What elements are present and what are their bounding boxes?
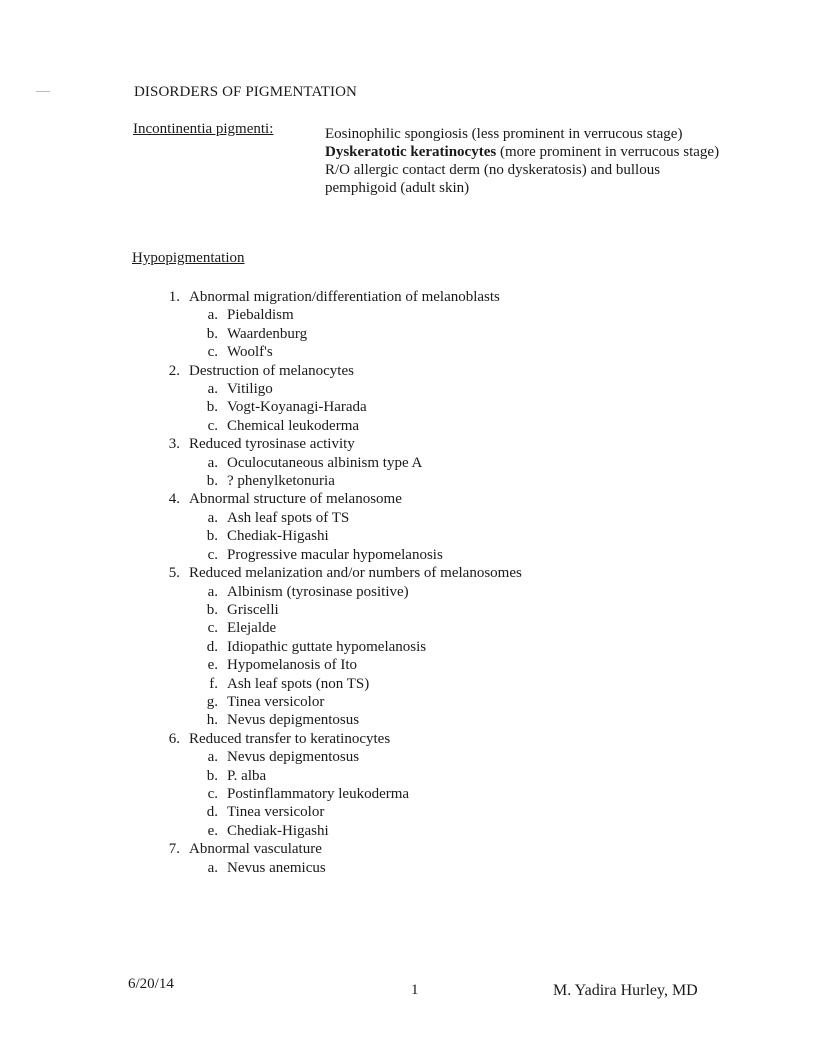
- list-item-text: Destruction of melanocytes: [189, 362, 354, 379]
- sub-item: [198, 785, 522, 803]
- sub-item-text: Vitiligo: [227, 381, 273, 398]
- sub-item-letter: a.: [207, 307, 218, 324]
- sub-item: [198, 693, 522, 711]
- sub-item-letter: g.: [206, 693, 218, 710]
- list-item-number: 6.: [168, 730, 180, 747]
- sub-item-letter: e.: [207, 657, 218, 674]
- sub-item-text: ? phenylketonuria: [227, 473, 335, 490]
- sub-item-text: P. alba: [227, 767, 267, 784]
- sub-item: [198, 546, 522, 564]
- list-item-text: Abnormal structure of melanosome: [189, 491, 402, 508]
- sub-item-text: Tinea versicolor: [227, 804, 325, 821]
- sub-item-letter: d.: [206, 638, 218, 655]
- sub-item-text: Nevus depigmentosus: [227, 749, 360, 766]
- incontinentia-line-1: Eosinophilic spongiosis (less prominent in verrucous stage): [325, 126, 683, 142]
- sub-item-text: Albinism (tyrosinase positive): [227, 583, 409, 600]
- sub-item: [198, 675, 522, 693]
- sub-item-letter: b.: [206, 601, 218, 618]
- sub-item-letter: a.: [207, 509, 218, 526]
- sub-item: [198, 472, 522, 490]
- sub-item: [198, 859, 522, 877]
- sub-item-letter: f.: [209, 675, 218, 692]
- sub-item: [198, 583, 522, 601]
- incontinentia-line-3: R/O allergic contact derm (no dyskeratosis) and bullous pemphigoid (adult skin): [325, 162, 661, 196]
- sub-item-letter: c.: [207, 546, 218, 563]
- sub-item-text: Chediak-Higashi: [227, 822, 329, 839]
- sub-item: [198, 509, 522, 527]
- sub-item-letter: b.: [206, 473, 218, 490]
- list-item: [150, 564, 522, 582]
- sub-item-letter: b.: [206, 325, 218, 342]
- incontinentia-line-2-rest: (more prominent in verrucous stage): [496, 144, 720, 160]
- list-item-number: 2.: [168, 362, 180, 379]
- scan-speck: [36, 91, 50, 92]
- sub-item: [198, 748, 522, 766]
- sub-item-letter: c.: [207, 417, 218, 434]
- incontinentia-line-2: [325, 143, 725, 161]
- sub-item-text: Postinflammatory leukoderma: [227, 785, 410, 802]
- sub-item-letter: d.: [206, 804, 218, 821]
- sub-item-text: Idiopathic guttate hypomelanosis: [227, 638, 427, 655]
- list-item-number: 7.: [168, 841, 180, 858]
- sub-item: [198, 601, 522, 619]
- hypopigmentation-list: [150, 288, 522, 877]
- sub-item-letter: b.: [206, 528, 218, 545]
- list-item-number: 5.: [168, 565, 180, 582]
- sub-item-letter: a.: [207, 749, 218, 766]
- sub-item-letter: a.: [207, 583, 218, 600]
- list-item-number: 1.: [168, 289, 180, 305]
- sub-item-text: Woolf's: [227, 344, 273, 361]
- sub-item: [198, 638, 522, 656]
- sub-item: [198, 380, 522, 398]
- sub-item: [198, 306, 522, 324]
- sub-item-letter: a.: [207, 454, 218, 471]
- sub-item: [198, 325, 522, 343]
- list-item-text: Abnormal vasculature: [189, 841, 322, 858]
- sub-item-text: Ash leaf spots (non TS): [227, 675, 370, 692]
- sub-item-letter: a.: [207, 381, 218, 398]
- list-item-number: 3.: [168, 436, 180, 453]
- list-item: [150, 490, 522, 508]
- hypopigmentation-heading: Hypopigmentation: [132, 250, 245, 266]
- sub-item-text: Piebaldism: [227, 307, 294, 324]
- sub-item-text: Vogt-Koyanagi-Harada: [227, 399, 367, 416]
- sub-item-text: Chemical leukoderma: [227, 417, 360, 434]
- list-item-text: Reduced transfer to keratinocytes: [189, 730, 391, 747]
- sub-item: [198, 803, 522, 821]
- list-item-number: 4.: [168, 491, 180, 508]
- sub-item-text: Chediak-Higashi: [227, 528, 329, 545]
- incontinentia-description: [325, 125, 725, 197]
- list-item-text: Abnormal migration/differentiation of melanoblasts: [189, 289, 500, 305]
- sub-item-text: Oculocutaneous albinism type A: [227, 454, 423, 471]
- sub-item: [198, 398, 522, 416]
- sub-item-text: Ash leaf spots of TS: [227, 509, 350, 526]
- sub-item-text: Nevus anemicus: [227, 859, 326, 876]
- sub-item: [198, 656, 522, 674]
- footer-author: M. Yadira Hurley, MD: [553, 982, 698, 999]
- list-item: [150, 840, 522, 858]
- sub-item-text: Waardenburg: [227, 325, 308, 342]
- page-number: 1: [411, 982, 419, 998]
- sub-item-text: Nevus depigmentosus: [227, 712, 360, 729]
- sub-item-letter: h.: [206, 712, 218, 729]
- footer-date: 6/20/14: [128, 976, 174, 992]
- incontinentia-label: Incontinentia pigmenti:: [133, 121, 274, 137]
- sub-item: [198, 454, 522, 472]
- list-item: [150, 435, 522, 453]
- sub-item: [198, 711, 522, 729]
- document-title: DISORDERS OF PIGMENTATION: [134, 84, 357, 100]
- sub-item-letter: c.: [207, 344, 218, 361]
- sub-item-letter: a.: [207, 859, 218, 876]
- sub-item-text: Hypomelanosis of Ito: [227, 657, 357, 674]
- list-item-text: Reduced melanization and/or numbers of melanosomes: [189, 565, 522, 582]
- sub-item: [198, 343, 522, 361]
- sub-item-text: Tinea versicolor: [227, 693, 325, 710]
- sub-item-letter: b.: [206, 399, 218, 416]
- sub-item-letter: e.: [207, 822, 218, 839]
- list-item: [150, 288, 522, 306]
- sub-item: [198, 417, 522, 435]
- list-item: [150, 730, 522, 748]
- sub-item: [198, 527, 522, 545]
- sub-item-text: Griscelli: [227, 601, 279, 618]
- dyskeratotic-bold: Dyskeratotic keratinocytes: [325, 144, 497, 160]
- list-item: [150, 362, 522, 380]
- sub-item: [198, 822, 522, 840]
- sub-item: [198, 767, 522, 785]
- list-item-text: Reduced tyrosinase activity: [189, 436, 355, 453]
- sub-item-letter: b.: [206, 767, 218, 784]
- sub-item-text: Progressive macular hypomelanosis: [227, 546, 443, 563]
- sub-item-letter: c.: [207, 785, 218, 802]
- sub-item: [198, 619, 522, 637]
- sub-item-letter: c.: [207, 620, 218, 637]
- sub-item-text: Elejalde: [227, 620, 277, 637]
